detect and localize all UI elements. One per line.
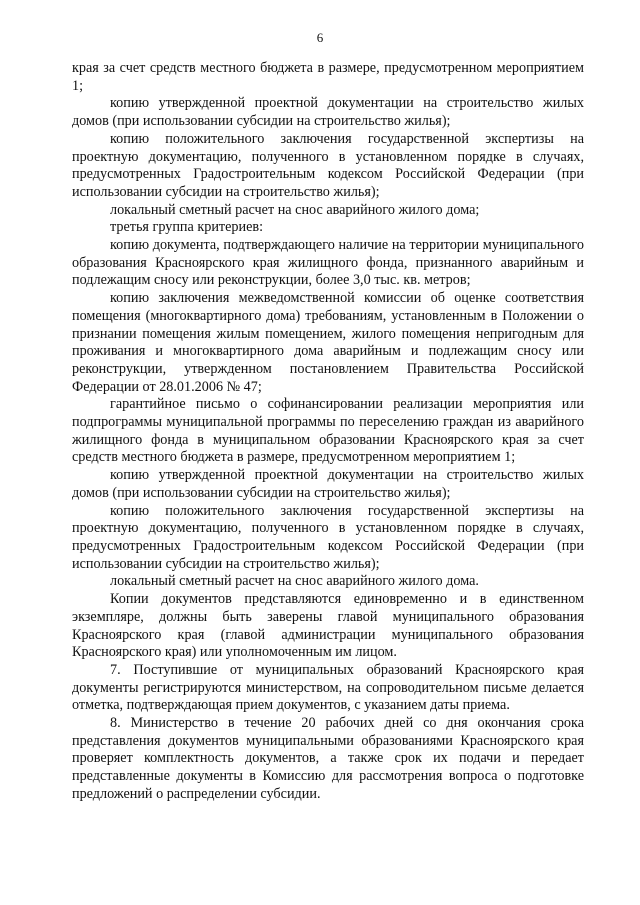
paragraph: локальный сметный расчет на снос аварийного жилого дома. xyxy=(110,573,479,590)
document-body xyxy=(72,60,584,804)
paragraph: локальный сметный расчет на снос аварийного жилого дома; xyxy=(110,201,480,218)
paragraph: края за счет средств местного бюджета в размере, предусмотренном мероприятием 1; xyxy=(72,60,584,94)
paragraph: 7. Поступившие от муниципальных образований Красноярского края документы регистрируются министерством, на сопроводительном письме делается отметка, подтверждающая прием документов, с указанием даты приема. xyxy=(72,661,584,714)
paragraph: копию заключения межведомственной комиссии об оценке соответствия помещения (многоквартирного дома) требованиям, установленным в Положении о признании помещения жилым помещением, жилого помещения непригодным для проживания и многоквартирного дома аварийным и подлежащим сносу или реконструкции, утвержденном постановлением Правительства Российской Федерации от 28.01.2006 № 47; xyxy=(72,290,584,395)
paragraph: копию положительного заключения государственной экспертизы на проектную документацию, полученного в установленном порядке в случаях, предусмотренных Градостроительным кодексом Российской Федерации (при использовании субсидии на строительство жилья); xyxy=(72,130,584,200)
page-number: 6 xyxy=(316,30,324,45)
paragraph: гарантийное письмо о софинансировании реализации мероприятия или подпрограммы муниципальной программы по переселению граждан из аварийного жилищного фонда в муниципальном образовании Красноярского края за счет средств местного бюджета в размере, предусмотренном мероприятием 1; xyxy=(72,396,584,466)
paragraph: копию положительного заключения государственной экспертизы на проектную документацию, полученного в установленном порядке в случаях, предусмотренных Градостроительным кодексом Российской Федерации (при использовании субсидии на строительство жилья); xyxy=(72,502,584,572)
paragraph: третья группа критериев: xyxy=(110,219,264,236)
paragraph: копию документа, подтверждающего наличие на территории муниципального образования Красноярского края жилищного фонда, признанного аварийным и подлежащим сносу или реконструкции, более 3,0 тыс. кв. метров; xyxy=(72,237,584,289)
paragraph: Копии документов представляются единовременно и в единственном экземпляре, должны быть заверены главой муниципального образования Красноярского края (главой администрации муниципального образования Красноярского края) или уполномоченным им лицом. xyxy=(72,591,584,661)
paragraph: 8. Министерство в течение 20 рабочих дней со дня окончания срока представления документов муниципальными образованиями Красноярского края проверяет комплектность документов, а также срок их подачи и передает представленные документы в Комиссию для рассмотрения вопроса о подготовке предложений о распределении субсидии. xyxy=(72,715,584,802)
paragraph: копию утвержденной проектной документации на строительство жилых домов (при использовании субсидии на строительство жилья); xyxy=(72,467,584,501)
paragraph: копию утвержденной проектной документации на строительство жилых домов (при использовании субсидии на строительство жилья); xyxy=(72,95,584,130)
